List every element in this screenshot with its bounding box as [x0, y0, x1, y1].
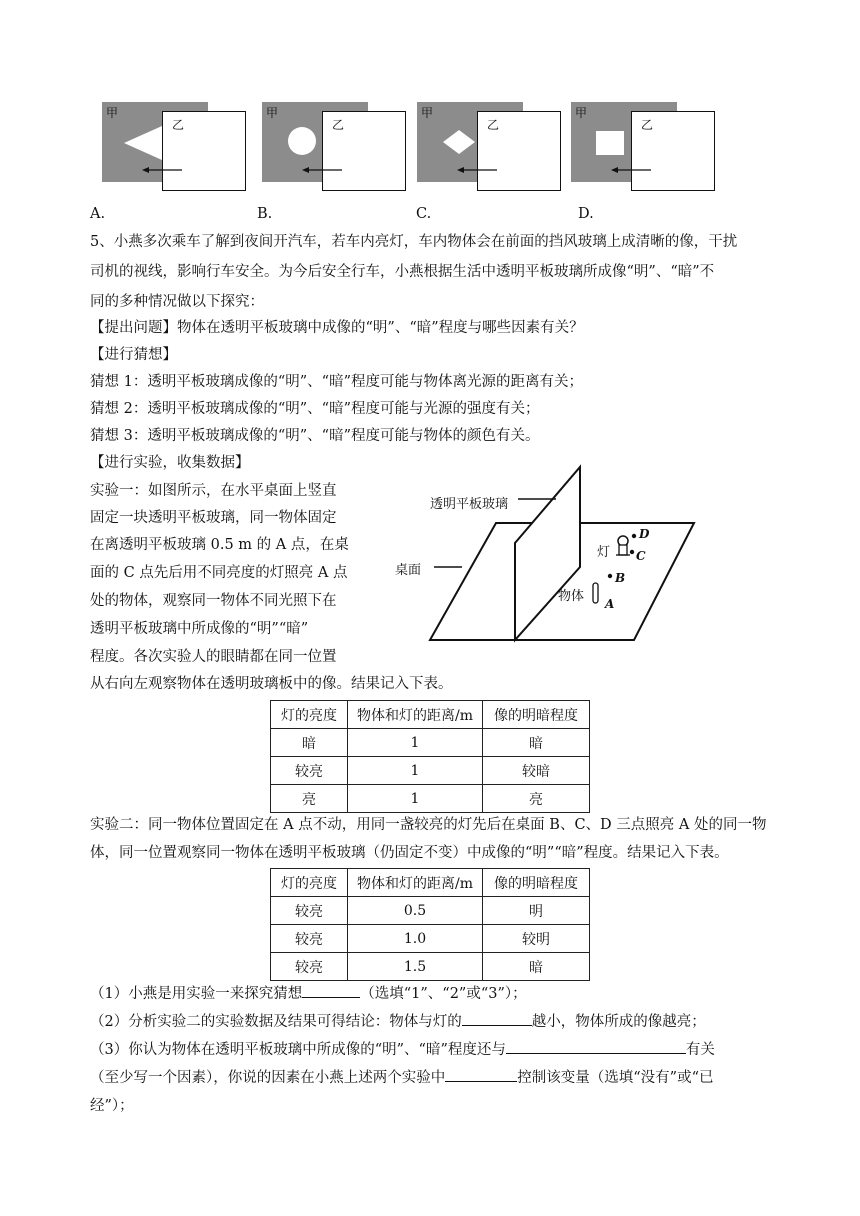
table-header-row — [271, 869, 590, 897]
jia-label: 甲 — [421, 106, 434, 120]
answer-blank-2[interactable] — [462, 1025, 532, 1026]
exp1-line: 固定一块透明平板玻璃，同一物体固定 — [90, 510, 337, 526]
sub-question-1-text: （1）小燕是用实验一来探究猜想 — [90, 986, 303, 1002]
arrow-left-icon — [102, 102, 248, 192]
exp1-line: 透明平板玻璃中所成像的“明”“暗” — [90, 621, 309, 637]
table-cell: 较亮 — [271, 953, 348, 981]
table-cell: 明 — [483, 897, 590, 925]
option-b-label: B. — [257, 206, 273, 222]
exp2-line: 体，同一位置观察同一物体在透明平板玻璃（仍固定不变）中成像的“明”“暗”程度。结果记入下表。 — [90, 845, 729, 861]
guess-1: 猜想 1：透明平板玻璃成像的“明”、“暗”程度可能与物体离光源的距离有关； — [90, 374, 583, 390]
jia-label: 甲 — [106, 106, 119, 120]
table-cell: 暗 — [483, 729, 590, 757]
table-cell: 1.5 — [348, 953, 483, 981]
experiment-diagram — [390, 455, 700, 650]
yi-label: 乙 — [332, 118, 345, 132]
option-c-label: C. — [416, 206, 432, 222]
table-cell: 较亮 — [271, 757, 348, 785]
table-cell: 1 — [348, 785, 483, 813]
desk-glass-drawing — [390, 455, 700, 650]
answer-blank-1[interactable] — [302, 997, 360, 998]
experiment-heading: 【进行实验，收集数据】 — [90, 455, 250, 471]
guess-2: 猜想 2：透明平板玻璃成像的“明”、“暗”程度可能与光源的强度有关； — [90, 401, 540, 417]
sub-question-2 — [90, 1012, 706, 1032]
object-label: 物体 — [558, 589, 585, 604]
table-header: 像的明暗程度 — [483, 869, 590, 897]
arrow-left-icon — [571, 102, 717, 192]
table-cell: 0.5 — [348, 897, 483, 925]
exp1-line: 面的 C 点先后用不同亮度的灯照亮 A 点 — [90, 565, 348, 581]
table-cell: 暗 — [483, 953, 590, 981]
table-cell: 较亮 — [271, 925, 348, 953]
table-header: 像的明暗程度 — [483, 701, 590, 729]
sub-question-2-text: （2）分析实验二的实验数据及结果可得结论：物体与灯的 — [90, 1014, 462, 1030]
exp1-line: 在离透明平板玻璃 0.5 m 的 A 点，在桌 — [90, 537, 349, 553]
table-cell: 1 — [348, 729, 483, 757]
sub-question-2-tail: 越小，物体所成的像越亮； — [531, 1014, 706, 1030]
intro-line: 司机的视线，影响行车安全。为今后安全行车，小燕根据生活中透明平板玻璃所成像“明”、“暗”不 — [90, 264, 715, 280]
guess-heading: 【进行猜想】 — [90, 347, 177, 363]
desk-label: 桌面 — [395, 563, 422, 578]
sub-question-3-end: 经”）； — [90, 1098, 134, 1114]
yi-label: 乙 — [641, 118, 654, 132]
point-d-label: D — [639, 527, 650, 541]
table-row — [271, 897, 590, 925]
sub-question-1-hint: （选填“1”、“2”或“3”）； — [360, 986, 527, 1002]
option-a-label: A. — [90, 206, 106, 222]
sub-question-1 — [90, 984, 527, 1004]
intro-line: 5、小燕多次乘车了解到夜间开汽车，若车内亮灯，车内物体会在前面的挡风玻璃上成清晰的像，干扰 — [90, 234, 738, 250]
yi-label: 乙 — [487, 118, 500, 132]
table-header: 灯的亮度 — [271, 701, 348, 729]
glass-label: 透明平板玻璃 — [430, 497, 509, 512]
answer-blank-3[interactable] — [506, 1053, 686, 1054]
exp1-line: 程度。各次实验人的眼睛都在同一位置 — [90, 649, 337, 665]
table-header: 灯的亮度 — [271, 869, 348, 897]
exp1-line: 实验一：如图所示，在水平桌面上竖直 — [90, 483, 337, 499]
table-cell: 较明 — [483, 925, 590, 953]
table-header: 物体和灯的距离/m — [348, 869, 483, 897]
arrow-left-icon — [417, 102, 563, 192]
arrow-left-icon — [262, 102, 408, 192]
point-c-label: C — [636, 549, 646, 563]
exp1-line: 处的物体，观察同一物体不同光照下在 — [90, 593, 337, 609]
table-experiment-1 — [270, 700, 590, 813]
sub-question-3 — [90, 1040, 715, 1060]
sub-question-3-text-2: （至少写一个因素），你说的因素在小燕上述两个实验中 — [90, 1070, 446, 1086]
table-cell: 1 — [348, 757, 483, 785]
sub-question-3-hint: 控制该变量（选填“没有”或“已 — [517, 1070, 714, 1086]
table-cell: 亮 — [271, 785, 348, 813]
table-cell: 较暗 — [483, 757, 590, 785]
intro-line: 同的多种情况做以下探究： — [90, 294, 264, 310]
table-cell: 暗 — [271, 729, 348, 757]
table-row — [271, 757, 590, 785]
point-a-label: A — [605, 597, 615, 611]
exp1-tail: 从右向左观察物体在透明玻璃板中的像。结果记入下表。 — [90, 676, 453, 692]
sub-question-3-tail: 有关 — [685, 1042, 715, 1058]
lamp-label: 灯 — [597, 545, 611, 560]
raise-question: 【提出问题】物体在透明平板玻璃中成像的“明”、“暗”程度与哪些因素有关？ — [90, 320, 584, 336]
answer-blank-4[interactable] — [445, 1081, 517, 1082]
guess-3: 猜想 3：透明平板玻璃成像的“明”、“暗”程度可能与物体的颜色有关。 — [90, 428, 540, 444]
sub-question-3-cont — [90, 1068, 714, 1088]
table-cell: 较亮 — [271, 897, 348, 925]
yi-label: 乙 — [172, 118, 185, 132]
point-b-label: B — [615, 571, 626, 585]
exp2-line: 实验二：同一物体位置固定在 A 点不动，用同一盏较亮的灯先后在桌面 B、C、D 三点照亮 A 处的同一物 — [90, 817, 767, 833]
jia-label: 甲 — [575, 106, 588, 120]
sub-question-3-text: （3）你认为物体在透明平板玻璃中所成像的“明”、“暗”程度还与 — [90, 1042, 506, 1058]
table-header-row — [271, 701, 590, 729]
jia-label: 甲 — [266, 106, 279, 120]
table-row — [271, 953, 590, 981]
table-row — [271, 729, 590, 757]
table-row — [271, 785, 590, 813]
table-row — [271, 925, 590, 953]
table-header: 物体和灯的距离/m — [348, 701, 483, 729]
table-cell: 1.0 — [348, 925, 483, 953]
table-experiment-2 — [270, 868, 590, 981]
table-cell: 亮 — [483, 785, 590, 813]
option-d-label: D. — [578, 206, 594, 222]
